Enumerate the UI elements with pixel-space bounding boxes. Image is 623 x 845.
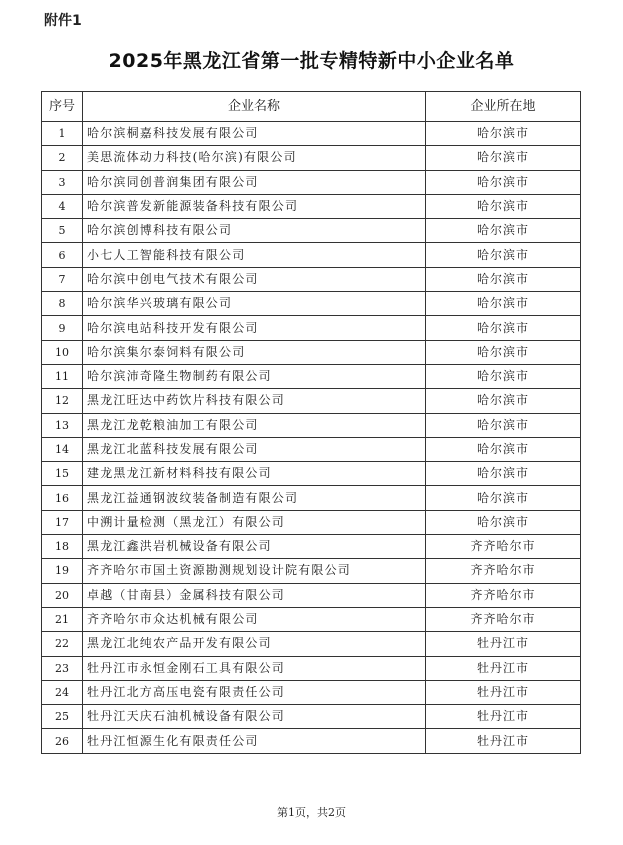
company-location-cell: 哈尔滨市 xyxy=(426,316,581,340)
table-row xyxy=(42,122,581,146)
row-number-cell: 3 xyxy=(42,170,83,194)
column-header-number: 序号 xyxy=(42,92,83,122)
company-location-cell: 哈尔滨市 xyxy=(426,146,581,170)
company-location-cell: 齐齐哈尔市 xyxy=(426,559,581,583)
row-number-cell: 20 xyxy=(42,583,83,607)
row-number-cell: 22 xyxy=(42,632,83,656)
row-number-cell: 8 xyxy=(42,292,83,316)
row-number-cell: 21 xyxy=(42,607,83,631)
company-location-cell: 哈尔滨市 xyxy=(426,462,581,486)
company-location-cell: 哈尔滨市 xyxy=(426,267,581,291)
table-row xyxy=(42,705,581,729)
company-location-cell: 哈尔滨市 xyxy=(426,437,581,461)
company-name-cell: 牡丹江北方高压电瓷有限责任公司 xyxy=(83,680,426,704)
table-row xyxy=(42,413,581,437)
company-name-cell: 黑龙江北纯农产品开发有限公司 xyxy=(83,632,426,656)
table-row xyxy=(42,170,581,194)
company-name-cell: 牡丹江天庆石油机械设备有限公司 xyxy=(83,705,426,729)
table-row xyxy=(42,364,581,388)
table-row xyxy=(42,559,581,583)
row-number-cell: 12 xyxy=(42,389,83,413)
company-name-cell: 哈尔滨电站科技开发有限公司 xyxy=(83,316,426,340)
row-number-cell: 15 xyxy=(42,462,83,486)
row-number-cell: 2 xyxy=(42,146,83,170)
company-location-cell: 齐齐哈尔市 xyxy=(426,607,581,631)
row-number-cell: 18 xyxy=(42,535,83,559)
table-body xyxy=(42,122,581,754)
table-header-row xyxy=(42,92,581,122)
table-row xyxy=(42,437,581,461)
row-number-cell: 11 xyxy=(42,364,83,388)
table-row xyxy=(42,607,581,631)
row-number-cell: 10 xyxy=(42,340,83,364)
company-location-cell: 哈尔滨市 xyxy=(426,219,581,243)
company-name-cell: 哈尔滨普发新能源装备科技有限公司 xyxy=(83,194,426,218)
table-row xyxy=(42,340,581,364)
table-row xyxy=(42,146,581,170)
row-number-cell: 14 xyxy=(42,437,83,461)
company-location-cell: 齐齐哈尔市 xyxy=(426,583,581,607)
column-header-location: 企业所在地 xyxy=(426,92,581,122)
company-name-cell: 黑龙江旺达中药饮片科技有限公司 xyxy=(83,389,426,413)
table-row xyxy=(42,267,581,291)
company-location-cell: 牡丹江市 xyxy=(426,656,581,680)
company-name-cell: 黑龙江龙乾粮油加工有限公司 xyxy=(83,413,426,437)
table-row xyxy=(42,316,581,340)
row-number-cell: 26 xyxy=(42,729,83,753)
table-row xyxy=(42,535,581,559)
table-row xyxy=(42,656,581,680)
company-name-cell: 美思流体动力科技(哈尔滨)有限公司 xyxy=(83,146,426,170)
company-location-cell: 齐齐哈尔市 xyxy=(426,535,581,559)
row-number-cell: 7 xyxy=(42,267,83,291)
table-row xyxy=(42,194,581,218)
row-number-cell: 13 xyxy=(42,413,83,437)
page-footer: 第1页，共2页 xyxy=(277,806,346,819)
company-name-cell: 哈尔滨桐嘉科技发展有限公司 xyxy=(83,122,426,146)
table-row xyxy=(42,292,581,316)
company-location-cell: 哈尔滨市 xyxy=(426,510,581,534)
company-location-cell: 哈尔滨市 xyxy=(426,122,581,146)
company-location-cell: 牡丹江市 xyxy=(426,680,581,704)
table-row xyxy=(42,486,581,510)
table-row xyxy=(42,510,581,534)
company-name-cell: 哈尔滨沛奇隆生物制药有限公司 xyxy=(83,364,426,388)
company-name-cell: 牡丹江市永恒金刚石工具有限公司 xyxy=(83,656,426,680)
company-name-cell: 黑龙江益通钢波纹装备制造有限公司 xyxy=(83,486,426,510)
table-row xyxy=(42,729,581,753)
row-number-cell: 1 xyxy=(42,122,83,146)
company-location-cell: 哈尔滨市 xyxy=(426,389,581,413)
table-row xyxy=(42,243,581,267)
company-name-cell: 中溯计量检测（黑龙江）有限公司 xyxy=(83,510,426,534)
company-name-cell: 牡丹江恒源生化有限责任公司 xyxy=(83,729,426,753)
company-name-cell: 哈尔滨华兴玻璃有限公司 xyxy=(83,292,426,316)
row-number-cell: 16 xyxy=(42,486,83,510)
company-location-cell: 牡丹江市 xyxy=(426,632,581,656)
table-row xyxy=(42,462,581,486)
row-number-cell: 6 xyxy=(42,243,83,267)
company-location-cell: 哈尔滨市 xyxy=(426,340,581,364)
row-number-cell: 25 xyxy=(42,705,83,729)
table-row xyxy=(42,389,581,413)
table-row xyxy=(42,680,581,704)
table-row xyxy=(42,219,581,243)
column-header-company-name: 企业名称 xyxy=(83,92,426,122)
row-number-cell: 19 xyxy=(42,559,83,583)
company-name-cell: 齐齐哈尔市众达机械有限公司 xyxy=(83,607,426,631)
company-name-cell: 小七人工智能科技有限公司 xyxy=(83,243,426,267)
company-name-cell: 哈尔滨中创电气技术有限公司 xyxy=(83,267,426,291)
company-location-cell: 哈尔滨市 xyxy=(426,243,581,267)
company-name-cell: 建龙黑龙江新材料科技有限公司 xyxy=(83,462,426,486)
row-number-cell: 9 xyxy=(42,316,83,340)
row-number-cell: 17 xyxy=(42,510,83,534)
company-location-cell: 牡丹江市 xyxy=(426,705,581,729)
company-location-cell: 哈尔滨市 xyxy=(426,413,581,437)
company-list-table xyxy=(41,91,581,754)
row-number-cell: 23 xyxy=(42,656,83,680)
company-location-cell: 哈尔滨市 xyxy=(426,486,581,510)
company-name-cell: 哈尔滨同创普润集团有限公司 xyxy=(83,170,426,194)
document-title: 2025年黑龙江省第一批专精特新中小企业名单 xyxy=(108,50,515,72)
company-location-cell: 哈尔滨市 xyxy=(426,194,581,218)
row-number-cell: 5 xyxy=(42,219,83,243)
table-row xyxy=(42,632,581,656)
table-row xyxy=(42,583,581,607)
company-name-cell: 齐齐哈尔市国土资源勘测规划设计院有限公司 xyxy=(83,559,426,583)
row-number-cell: 4 xyxy=(42,194,83,218)
company-location-cell: 牡丹江市 xyxy=(426,729,581,753)
attachment-label: 附件1 xyxy=(44,13,82,29)
company-name-cell: 卓越（甘南县）金属科技有限公司 xyxy=(83,583,426,607)
company-location-cell: 哈尔滨市 xyxy=(426,364,581,388)
company-name-cell: 哈尔滨集尔泰饲料有限公司 xyxy=(83,340,426,364)
company-location-cell: 哈尔滨市 xyxy=(426,292,581,316)
row-number-cell: 24 xyxy=(42,680,83,704)
company-name-cell: 黑龙江鑫洪岩机械设备有限公司 xyxy=(83,535,426,559)
company-name-cell: 哈尔滨创博科技有限公司 xyxy=(83,219,426,243)
company-name-cell: 黑龙江北蓝科技发展有限公司 xyxy=(83,437,426,461)
company-location-cell: 哈尔滨市 xyxy=(426,170,581,194)
